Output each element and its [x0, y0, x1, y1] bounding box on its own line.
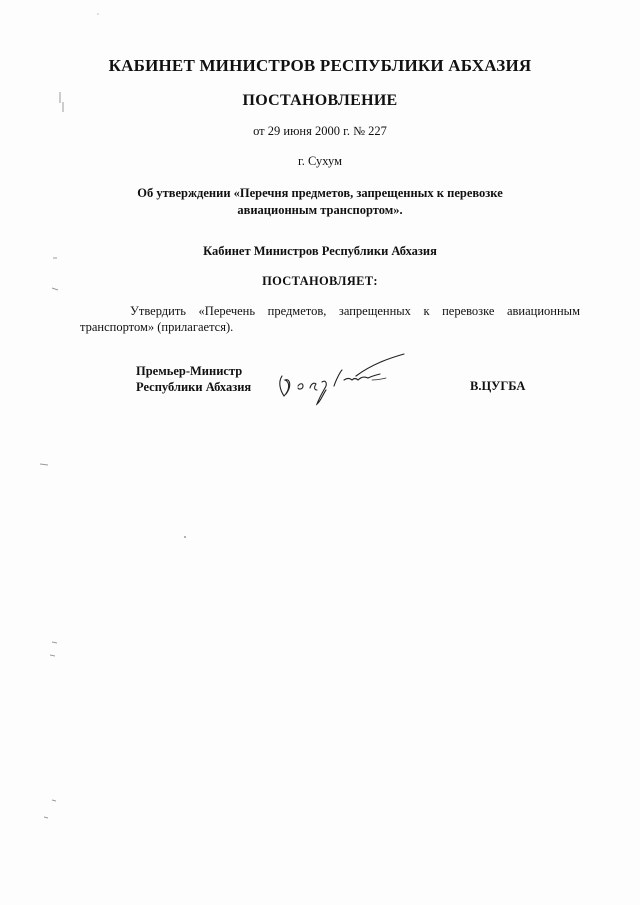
body-line: транспортом» (прилагается).: [80, 320, 234, 334]
subject-line: Об утверждении «Перечня предметов, запрещенных к перевозке: [137, 186, 503, 200]
resolves-heading: ПОСТАНОВЛЯЕТ:: [262, 274, 378, 288]
scan-speck: [97, 13, 99, 15]
document-subject: [0, 185, 640, 219]
signer-name: В.ЦУГБА: [470, 379, 526, 393]
resolution-body: [80, 303, 580, 335]
handwritten-signature: [268, 352, 408, 408]
organization-title: КАБИНЕТ МИНИСТРОВ РЕСПУБЛИКИ АБХАЗИЯ: [108, 56, 532, 75]
document-date-number: от 29 июня 2000 г. № 227: [253, 124, 387, 138]
issuer: Кабинет Министров Республики Абхазия: [203, 244, 437, 258]
signer-title-line: Премьер-Министр: [136, 364, 243, 378]
signer-title: [136, 363, 251, 395]
scan-speck: [44, 817, 48, 818]
scan-speck: [50, 655, 55, 656]
scan-speck: [184, 536, 186, 538]
subject-line: авиационным транспортом».: [237, 203, 403, 217]
document-city: г. Сухум: [297, 154, 342, 168]
scan-speck: [52, 642, 57, 643]
document-type: ПОСТАНОВЛЕНИЕ: [242, 92, 398, 109]
scan-speck: [40, 464, 48, 465]
body-line: Утвердить «Перечень предметов, запрещенных к перевозке авиационным: [130, 304, 580, 318]
signer-title-line: Республики Абхазия: [136, 380, 252, 394]
scan-speck: [52, 800, 56, 801]
